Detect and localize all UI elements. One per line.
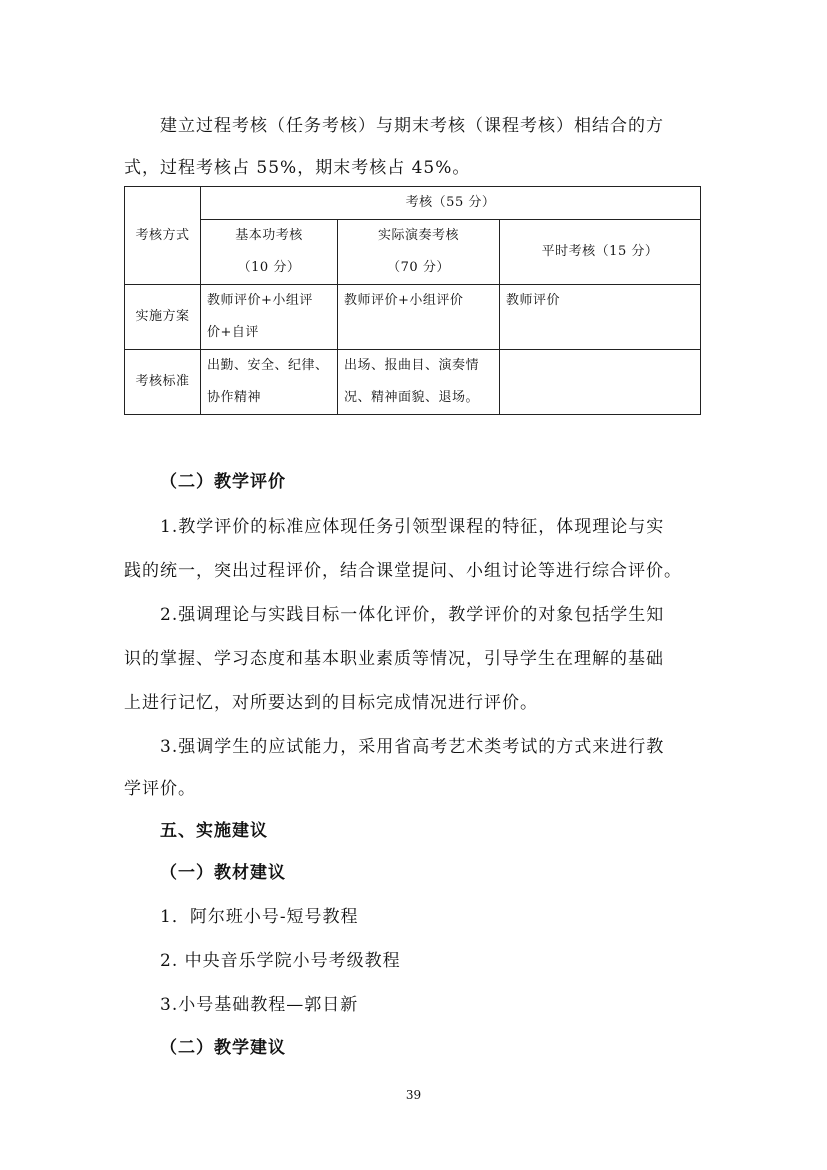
header-performance-cell <box>338 220 500 285</box>
header-method-cell: 考核方式 <box>125 187 201 285</box>
row-plan-performance-cell: 教师评价+小组评价 <box>338 285 500 350</box>
table-row <box>125 187 701 220</box>
row-standard-performance-line-2: 况、精神面貌、退场。 <box>344 390 480 405</box>
header-basic-skill-label: 基本功考核 <box>235 228 303 243</box>
table-row <box>125 285 701 350</box>
header-performance-label: 实际演奏考核 <box>377 228 459 243</box>
eval-p1-line-2: 践的统一，突出过程评价，结合课堂提问、小组讨论等进行综合评价。 <box>124 561 682 581</box>
table-row <box>125 350 701 415</box>
eval-p2-line-1: 2.强调理论与实践目标一体化评价，教学评价的对象包括学生知 <box>160 605 665 625</box>
intro-line-1: 建立过程考核（任务考核）与期末考核（课程考核）相结合的方 <box>160 116 664 136</box>
header-daily-cell: 平时考核（15 分） <box>500 220 701 285</box>
row-plan-basic-cell <box>201 285 338 350</box>
textbook-item-1: 1．阿尔班小号-短号教程 <box>160 907 359 927</box>
eval-p3-line-1: 3.强调学生的应试能力，采用省高考艺术类考试的方式来进行教 <box>160 737 665 757</box>
row-standard-label: 考核标准 <box>125 350 201 415</box>
page-number: 39 <box>405 1088 422 1102</box>
row-standard-basic-line-2: 协作精神 <box>207 390 262 405</box>
header-basic-skill-points: （10 分） <box>237 260 301 275</box>
row-standard-basic-line-1: 出勤、安全、纪律、 <box>207 358 329 373</box>
assessment-table <box>124 186 701 415</box>
row-plan-basic-line-2: 价+自评 <box>207 325 259 340</box>
header-basic-skill-cell <box>201 220 338 285</box>
textbook-item-3: 3.小号基础教程—郭日新 <box>160 995 359 1015</box>
eval-p2-line-3: 上进行记忆，对所要达到的目标完成情况进行评价。 <box>124 693 538 713</box>
header-assess-cell: 考核（55 分） <box>201 187 701 220</box>
row-standard-basic-cell <box>201 350 338 415</box>
row-standard-performance-cell <box>338 350 500 415</box>
section-impl-heading: 五、实施建议 <box>160 821 268 841</box>
row-plan-basic-line-1: 教师评价+小组评 <box>207 293 313 308</box>
header-performance-points: （70 分） <box>387 260 450 275</box>
intro-line-2: 式，过程考核占 55%，期末考核占 45%。 <box>124 158 471 178</box>
section-teaching-heading: （二）教学建议 <box>160 1038 286 1058</box>
eval-p3-line-2: 学评价。 <box>124 779 196 799</box>
row-plan-label: 实施方案 <box>125 285 201 350</box>
eval-p2-line-2: 识的掌握、学习态度和基本职业素质等情况，引导学生在理解的基础 <box>124 649 664 669</box>
row-standard-performance-line-1: 出场、报曲目、演奏情 <box>344 358 480 373</box>
textbook-item-2: 2. 中央音乐学院小号考级教程 <box>160 951 401 971</box>
eval-p1-line-1: 1.教学评价的标准应体现任务引领型课程的特征，体现理论与实 <box>160 517 665 537</box>
section-eval-heading: （二）教学评价 <box>160 472 286 492</box>
table-row <box>125 220 701 285</box>
row-plan-daily-cell: 教师评价 <box>500 285 701 350</box>
row-standard-daily-cell <box>500 350 701 415</box>
section-textbook-heading: （一）教材建议 <box>160 863 286 883</box>
